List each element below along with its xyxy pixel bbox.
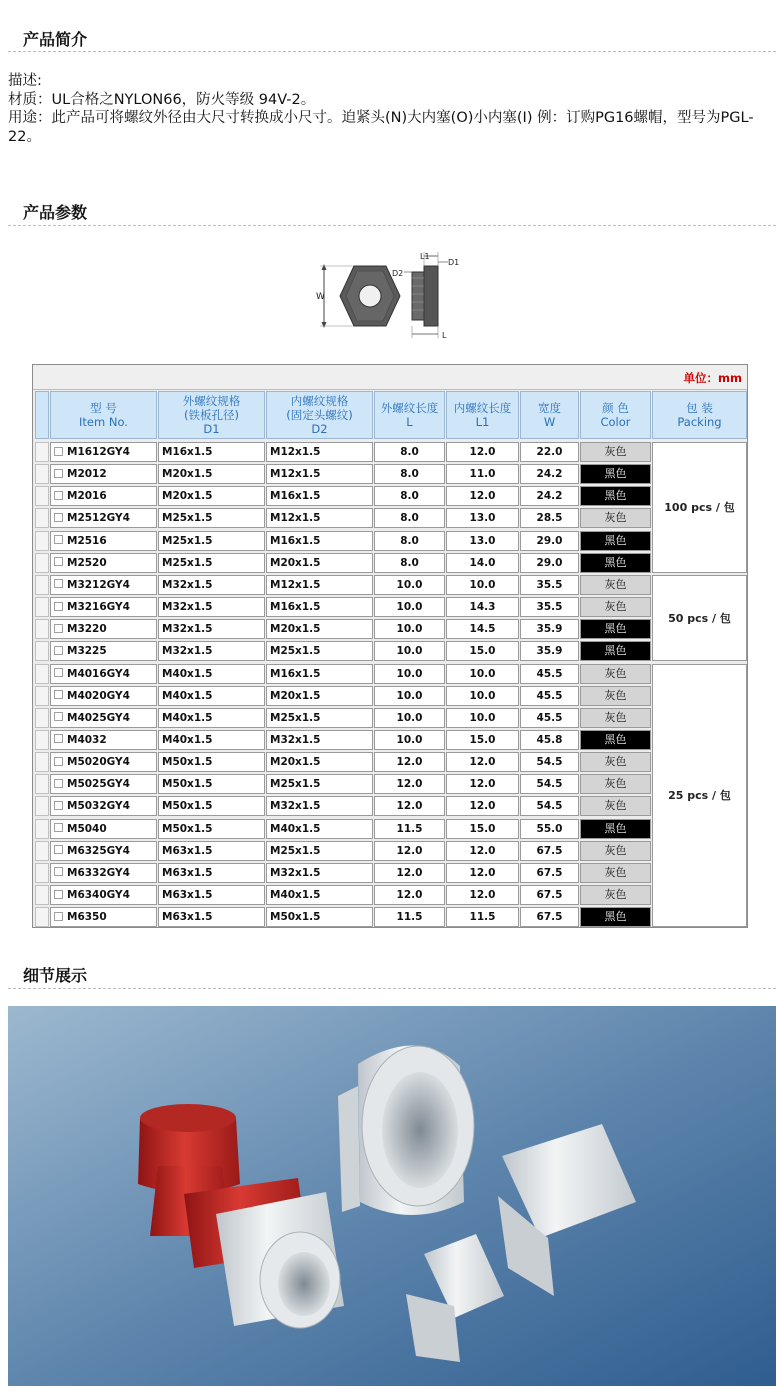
header-d2 (266, 391, 373, 439)
row-side-cell (35, 442, 49, 462)
row-checkbox[interactable] (54, 734, 63, 743)
d2-cell: M20x1.5 (266, 752, 373, 772)
diagram-label-l: L (442, 331, 447, 340)
l1-cell: 15.0 (446, 819, 519, 839)
row-checkbox[interactable] (54, 823, 63, 832)
item-no-text: M2520 (67, 556, 107, 569)
d1-cell: M40x1.5 (158, 664, 265, 684)
d1-cell: M50x1.5 (158, 752, 265, 772)
reducer-large (338, 1045, 474, 1215)
l1-cell: 14.5 (446, 619, 519, 639)
item-no-cell (50, 619, 157, 639)
packing-text: 25 pcs / 包 (668, 789, 731, 803)
header-l-cn: 外螺纹长度 (380, 401, 439, 415)
d1-cell: M63x1.5 (158, 907, 265, 927)
row-checkbox[interactable] (54, 757, 63, 766)
item-no-text: M4032 (67, 733, 107, 746)
d1-cell: M40x1.5 (158, 708, 265, 728)
row-side-cell (35, 464, 49, 484)
d2-cell: M50x1.5 (266, 907, 373, 927)
item-no-text: M2016 (67, 490, 107, 503)
w-cell: 55.0 (520, 819, 579, 839)
packing-text: 50 pcs / 包 (668, 612, 731, 626)
l1-cell: 15.0 (446, 641, 519, 661)
row-side-cell (35, 597, 49, 617)
header-d1-cn2: (铁板孔径) (184, 408, 239, 422)
l1-cell: 10.0 (446, 575, 519, 595)
d2-cell: M20x1.5 (266, 686, 373, 706)
item-no-text: M3212GY4 (67, 578, 130, 591)
item-no-cell (50, 796, 157, 816)
l1-cell: 10.0 (446, 664, 519, 684)
w-cell: 67.5 (520, 863, 579, 883)
section-title-detail: 细节展示 (23, 966, 88, 985)
color-cell: 灰色 (580, 841, 651, 861)
d1-cell: M63x1.5 (158, 841, 265, 861)
item-no-text: M3216GY4 (67, 601, 130, 614)
product-photo (8, 1006, 776, 1386)
l1-cell: 12.0 (446, 752, 519, 772)
w-cell: 24.2 (520, 464, 579, 484)
l-cell: 8.0 (374, 553, 445, 573)
l1-cell: 12.0 (446, 486, 519, 506)
header-item-en: Item No. (79, 415, 128, 429)
row-checkbox[interactable] (54, 535, 63, 544)
row-checkbox[interactable] (54, 579, 63, 588)
item-no-cell (50, 730, 157, 750)
header-color-en: Color (600, 415, 631, 429)
item-no-text: M6332GY4 (67, 866, 130, 879)
l1-cell: 12.0 (446, 841, 519, 861)
d2-cell: M12x1.5 (266, 508, 373, 528)
l-cell: 8.0 (374, 486, 445, 506)
item-no-text: M2512GY4 (67, 512, 130, 525)
w-cell: 29.0 (520, 553, 579, 573)
item-no-cell (50, 752, 157, 772)
color-cell: 黑色 (580, 730, 651, 750)
item-no-cell (50, 641, 157, 661)
item-no-text: M5020GY4 (67, 756, 130, 769)
item-no-cell (50, 575, 157, 595)
header-d1-en: D1 (203, 422, 220, 436)
item-no-text: M6325GY4 (67, 844, 130, 857)
section-title-params: 产品参数 (23, 203, 88, 222)
header-item-cn: 型 号 (90, 401, 117, 415)
l-cell: 12.0 (374, 885, 445, 905)
color-cell: 灰色 (580, 597, 651, 617)
row-checkbox[interactable] (54, 491, 63, 500)
diagram-label-l1: L1 (420, 252, 430, 261)
w-cell: 67.5 (520, 885, 579, 905)
header-l1-cn: 内螺纹长度 (453, 401, 512, 415)
header-d2-en: D2 (311, 422, 328, 436)
w-cell: 22.0 (520, 442, 579, 462)
row-checkbox[interactable] (54, 624, 63, 633)
l-cell: 12.0 (374, 841, 445, 861)
item-no-text: M6340GY4 (67, 889, 130, 901)
color-cell: 黑色 (580, 907, 651, 927)
color-cell: 灰色 (580, 508, 651, 528)
w-cell: 45.5 (520, 708, 579, 728)
row-side-cell (35, 508, 49, 528)
row-checkbox[interactable] (54, 890, 63, 899)
row-side-cell (35, 486, 49, 506)
l-cell: 10.0 (374, 730, 445, 750)
row-checkbox[interactable] (54, 912, 63, 921)
d2-cell: M16x1.5 (266, 531, 373, 551)
item-no-text: M3220 (67, 623, 107, 636)
row-side-cell (35, 686, 49, 706)
item-no-text: M6350 (67, 911, 107, 924)
l-cell: 8.0 (374, 531, 445, 551)
l-cell: 12.0 (374, 796, 445, 816)
d1-cell: M16x1.5 (158, 442, 265, 462)
row-side-cell (35, 774, 49, 794)
row-side-cell (35, 664, 49, 684)
diagram-label-d2: D2 (392, 269, 404, 278)
item-no-cell (50, 819, 157, 839)
w-cell: 67.5 (520, 841, 579, 861)
section-divider (8, 225, 776, 226)
row-checkbox[interactable] (54, 867, 63, 876)
unit-label: 单位：mm (683, 371, 742, 385)
l1-cell: 10.0 (446, 708, 519, 728)
header-w-cn: 宽度 (538, 401, 561, 415)
description-label: 描述: (8, 73, 42, 89)
d2-cell: M20x1.5 (266, 619, 373, 639)
d1-cell: M32x1.5 (158, 619, 265, 639)
d1-cell: M40x1.5 (158, 730, 265, 750)
w-cell: 28.5 (520, 508, 579, 528)
item-no-cell (50, 708, 157, 728)
w-cell: 29.0 (520, 531, 579, 551)
row-side-cell (35, 863, 49, 883)
row-checkbox[interactable] (54, 801, 63, 810)
section-divider (8, 51, 776, 52)
header-color (580, 391, 651, 439)
row-side-cell (35, 553, 49, 573)
row-checkbox[interactable] (54, 513, 63, 522)
w-cell: 54.5 (520, 752, 579, 772)
color-cell: 灰色 (580, 664, 651, 684)
color-cell: 灰色 (580, 442, 651, 462)
d1-cell: M32x1.5 (158, 597, 265, 617)
row-checkbox[interactable] (54, 602, 63, 611)
item-no-cell (50, 907, 157, 927)
color-cell: 黑色 (580, 619, 651, 639)
color-cell: 灰色 (580, 708, 651, 728)
d1-cell: M32x1.5 (158, 575, 265, 595)
l1-cell: 12.0 (446, 442, 519, 462)
item-no-cell (50, 841, 157, 861)
d2-cell: M40x1.5 (266, 819, 373, 839)
item-no-cell (50, 664, 157, 684)
l-cell: 8.0 (374, 464, 445, 484)
item-no-cell (50, 597, 157, 617)
packing-cell (652, 575, 747, 662)
item-no-cell (50, 508, 157, 528)
packing-text: 100 pcs / 包 (664, 501, 735, 515)
packing-cell (652, 442, 747, 573)
d2-cell: M40x1.5 (266, 885, 373, 905)
row-side-cell (35, 841, 49, 861)
item-no-text: M4020GY4 (67, 689, 130, 702)
l-cell: 8.0 (374, 508, 445, 528)
item-no-cell (50, 486, 157, 506)
color-cell: 灰色 (580, 796, 651, 816)
header-w-en: W (543, 415, 556, 429)
l1-cell: 12.0 (446, 796, 519, 816)
w-cell: 24.2 (520, 486, 579, 506)
d1-cell: M50x1.5 (158, 774, 265, 794)
row-side-cell (35, 730, 49, 750)
color-cell: 灰色 (580, 863, 651, 883)
w-cell: 45.5 (520, 686, 579, 706)
d1-cell: M50x1.5 (158, 796, 265, 816)
row-checkbox[interactable] (54, 779, 63, 788)
d1-cell: M20x1.5 (158, 464, 265, 484)
item-no-text: M2516 (67, 534, 107, 547)
color-cell: 黑色 (580, 464, 651, 484)
d2-cell: M16x1.5 (266, 664, 373, 684)
color-cell: 灰色 (580, 774, 651, 794)
d1-cell: M25x1.5 (158, 531, 265, 551)
color-cell: 黑色 (580, 486, 651, 506)
l-cell: 10.0 (374, 686, 445, 706)
item-no-cell (50, 774, 157, 794)
row-checkbox[interactable] (54, 469, 63, 478)
item-no-cell (50, 885, 157, 905)
l1-cell: 12.0 (446, 885, 519, 905)
header-side (35, 391, 49, 439)
row-side-cell (35, 885, 49, 905)
color-cell: 灰色 (580, 885, 651, 905)
l1-cell: 11.0 (446, 464, 519, 484)
item-no-text: M2012 (67, 468, 107, 481)
row-side-cell (35, 531, 49, 551)
d2-cell: M25x1.5 (266, 774, 373, 794)
dimension-diagram (312, 248, 468, 342)
header-color-cn: 颜 色 (602, 401, 629, 415)
d2-cell: M20x1.5 (266, 553, 373, 573)
header-d1 (158, 391, 265, 439)
l-cell: 8.0 (374, 442, 445, 462)
color-cell: 灰色 (580, 752, 651, 772)
section-divider (8, 988, 776, 989)
item-no-cell (50, 464, 157, 484)
l1-cell: 13.0 (446, 508, 519, 528)
d2-cell: M32x1.5 (266, 863, 373, 883)
row-side-cell (35, 575, 49, 595)
d2-cell: M12x1.5 (266, 442, 373, 462)
unit-row (33, 365, 747, 390)
color-cell: 黑色 (580, 553, 651, 573)
item-no-text: M5040 (67, 822, 107, 835)
reducer-front-left (216, 1192, 344, 1328)
row-checkbox[interactable] (54, 646, 63, 655)
l1-cell: 13.0 (446, 531, 519, 551)
description-usage: 用途：此产品可将螺纹外径由大尺寸转换成小尺寸。迫紧头(N)大内塞(O)小内塞(I) 例：订购PG16螺帽，型号为PGL-22。 (8, 110, 754, 145)
d2-cell: M25x1.5 (266, 841, 373, 861)
d1-cell: M32x1.5 (158, 641, 265, 661)
l-cell: 11.5 (374, 819, 445, 839)
w-cell: 35.5 (520, 597, 579, 617)
section-title-intro: 产品简介 (23, 30, 88, 49)
l1-cell: 12.0 (446, 774, 519, 794)
header-pack-en: Packing (677, 415, 722, 429)
d1-cell: M63x1.5 (158, 863, 265, 883)
l1-cell: 12.0 (446, 863, 519, 883)
w-cell: 45.8 (520, 730, 579, 750)
header-l1 (446, 391, 519, 439)
header-packing (652, 391, 747, 439)
l1-cell: 14.0 (446, 553, 519, 573)
item-no-text: M1612GY4 (67, 446, 130, 458)
header-l-en: L (406, 415, 413, 429)
l1-cell: 11.5 (446, 907, 519, 927)
item-no-text: M5032GY4 (67, 800, 130, 813)
d2-cell: M16x1.5 (266, 597, 373, 617)
header-l (374, 391, 445, 439)
row-checkbox[interactable] (54, 557, 63, 566)
d1-cell: M25x1.5 (158, 508, 265, 528)
w-cell: 54.5 (520, 796, 579, 816)
d1-cell: M20x1.5 (158, 486, 265, 506)
header-w (520, 391, 579, 439)
product-description (8, 72, 774, 146)
spec-table (32, 364, 748, 928)
d1-cell: M50x1.5 (158, 819, 265, 839)
row-side-cell (35, 641, 49, 661)
header-d2-cn2: (固定头螺纹) (286, 408, 353, 422)
l-cell: 10.0 (374, 641, 445, 661)
w-cell: 35.5 (520, 575, 579, 595)
d2-cell: M32x1.5 (266, 730, 373, 750)
header-pack-cn: 包 装 (686, 401, 713, 415)
d2-cell: M16x1.5 (266, 486, 373, 506)
d1-cell: M25x1.5 (158, 553, 265, 573)
item-no-text: M4016GY4 (67, 667, 130, 680)
l-cell: 10.0 (374, 575, 445, 595)
diagram-label-d1: D1 (448, 258, 460, 267)
packing-cell (652, 664, 747, 928)
item-no-cell (50, 863, 157, 883)
item-no-cell (50, 442, 157, 462)
d2-cell: M25x1.5 (266, 708, 373, 728)
item-no-cell (50, 531, 157, 551)
l1-cell: 10.0 (446, 686, 519, 706)
row-checkbox[interactable] (54, 447, 63, 456)
header-l1-en: L1 (475, 415, 490, 429)
header-d2-cn: 内螺纹规格 (290, 394, 349, 408)
w-cell: 35.9 (520, 619, 579, 639)
l-cell: 12.0 (374, 863, 445, 883)
item-no-text: M5025GY4 (67, 778, 130, 791)
color-cell: 黑色 (580, 819, 651, 839)
l-cell: 10.0 (374, 708, 445, 728)
d1-cell: M40x1.5 (158, 686, 265, 706)
w-cell: 45.5 (520, 664, 579, 684)
item-no-cell (50, 553, 157, 573)
row-checkbox[interactable] (54, 845, 63, 854)
l-cell: 10.0 (374, 664, 445, 684)
row-checkbox[interactable] (54, 690, 63, 699)
diagram-label-w: W (316, 292, 325, 302)
row-side-cell (35, 752, 49, 772)
color-cell: 黑色 (580, 531, 651, 551)
color-cell: 灰色 (580, 575, 651, 595)
item-no-text: M3225 (67, 645, 107, 658)
row-side-cell (35, 907, 49, 927)
d2-cell: M25x1.5 (266, 641, 373, 661)
row-side-cell (35, 619, 49, 639)
item-no-cell (50, 686, 157, 706)
row-checkbox[interactable] (54, 668, 63, 677)
l-cell: 11.5 (374, 907, 445, 927)
d1-cell: M63x1.5 (158, 885, 265, 905)
color-cell: 黑色 (580, 641, 651, 661)
l-cell: 12.0 (374, 774, 445, 794)
row-side-cell (35, 796, 49, 816)
l-cell: 12.0 (374, 752, 445, 772)
header-item-no (50, 391, 157, 439)
w-cell: 67.5 (520, 907, 579, 927)
header-d1-cn: 外螺纹规格 (182, 394, 241, 408)
description-material: 材质：UL合格之NYLON66，防火等级 94V-2。 (8, 91, 316, 108)
l-cell: 10.0 (374, 597, 445, 617)
d2-cell: M12x1.5 (266, 575, 373, 595)
w-cell: 54.5 (520, 774, 579, 794)
w-cell: 35.9 (520, 641, 579, 661)
d2-cell: M32x1.5 (266, 796, 373, 816)
item-no-text: M4025GY4 (67, 711, 130, 724)
l-cell: 10.0 (374, 619, 445, 639)
l1-cell: 14.3 (446, 597, 519, 617)
row-side-cell (35, 819, 49, 839)
d2-cell: M12x1.5 (266, 464, 373, 484)
row-checkbox[interactable] (54, 712, 63, 721)
row-side-cell (35, 708, 49, 728)
l1-cell: 15.0 (446, 730, 519, 750)
color-cell: 灰色 (580, 686, 651, 706)
